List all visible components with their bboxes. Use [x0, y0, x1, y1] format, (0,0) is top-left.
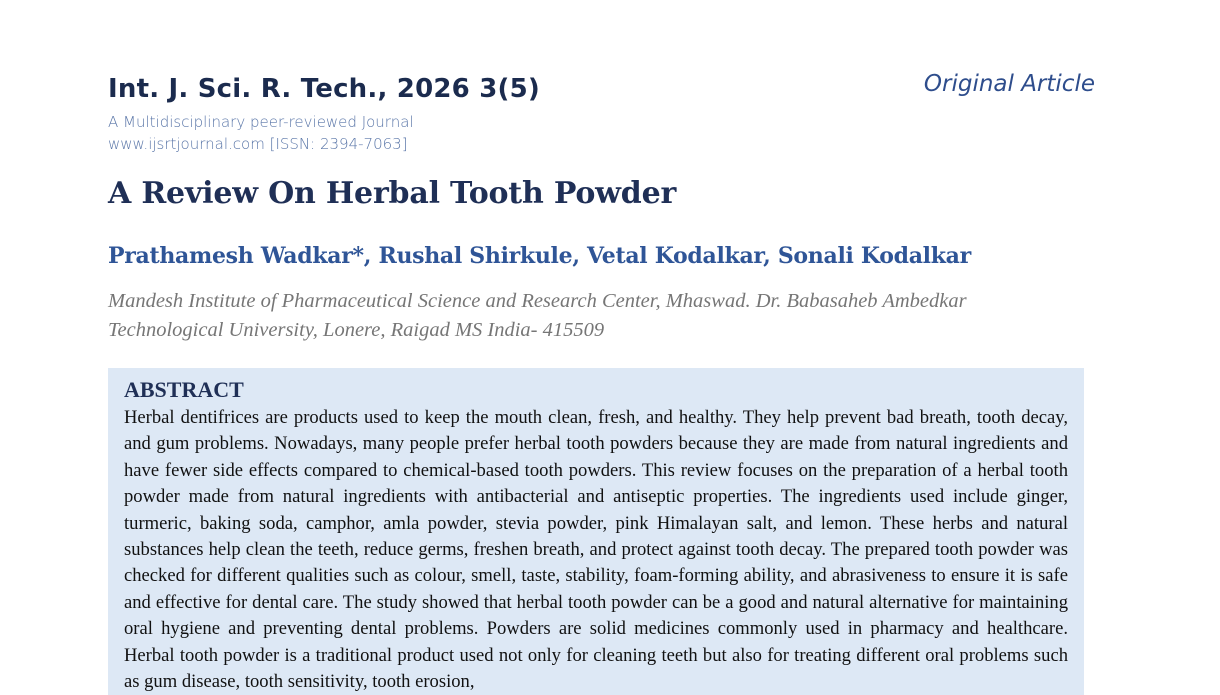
- journal-url-issn: www.ijsrtjournal.com [ISSN: 2394-7063]: [108, 135, 408, 153]
- abstract-section: [108, 368, 1084, 695]
- author-affiliation: Mandesh Institute of Pharmaceutical Science and Research Center, Mhaswad. Dr. Babasaheb Ambedkar Technological University, Lonere, Raigad MS India- 415509: [108, 290, 967, 341]
- journal-title: Int. J. Sci. R. Tech., 2026 3(5): [108, 74, 540, 104]
- abstract-heading: ABSTRACT: [124, 377, 244, 402]
- journal-subtitle: A Multidisciplinary peer-reviewed Journal: [108, 113, 414, 131]
- article-type-label: Original Article: [923, 71, 1095, 97]
- author-list: Prathamesh Wadkar*, Rushal Shirkule, Vetal Kodalkar, Sonali Kodalkar: [108, 243, 971, 269]
- abstract-body: Herbal dentifrices are products used to keep the mouth clean, fresh, and healthy. They help prevent bad breath, tooth decay, and gum problems. Nowadays, many people prefer herbal tooth powders because they are made from natural ingredients and have fewer side effects compared to chemical-based tooth powders. This review focuses on the preparation of a herbal tooth powder made from natural ingredients with antibacterial and antiseptic properties. The ingredients used include ginger, turmeric, baking soda, camphor, amla powder, stevia powder, pink Himalayan salt, and lemon. These herbs and natural substances help clean the teeth, reduce germs, freshen breath, and protect against tooth decay. The prepared tooth powder was checked for different qualities such as colour, smell, taste, stability, foam-forming ability, and abrasiveness to ensure it is safe and effective for dental care. The study showed that herbal tooth powder can be a good and natural alternative for maintaining oral hygiene and preventing dental problems. Powders are solid medicines commonly used in pharmacy and healthcare. Herbal tooth powder is a traditional product used not only for cleaning teeth but also for treating different oral problems such as gum disease, tooth sensitivity, tooth erosion,: [124, 407, 1068, 693]
- paper-title: A Review On Herbal Tooth Powder: [108, 176, 677, 211]
